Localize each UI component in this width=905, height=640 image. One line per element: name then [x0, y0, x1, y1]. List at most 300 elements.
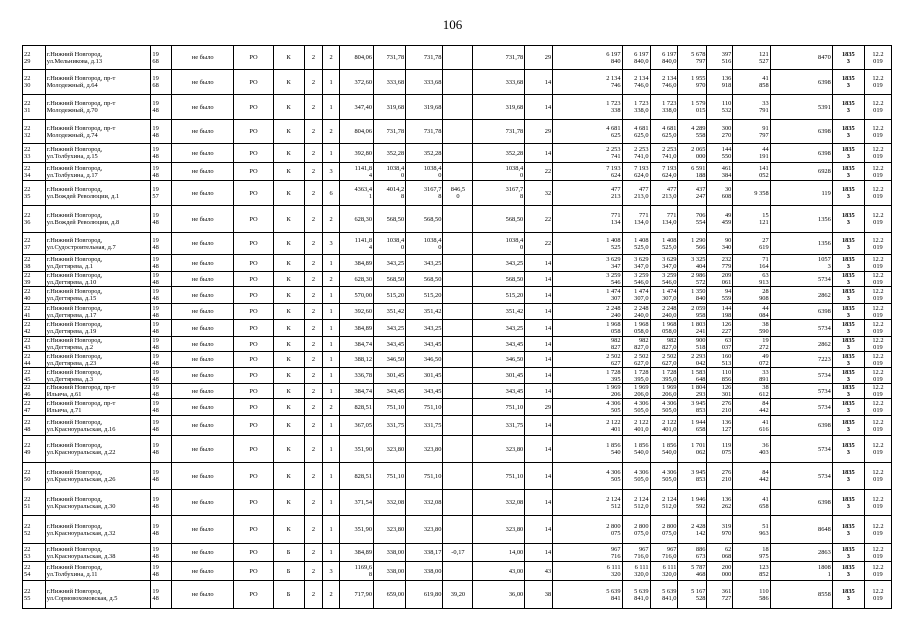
cell-unit-cost: 7223	[770, 352, 832, 368]
cell-floors: 2	[304, 206, 323, 233]
table-row	[23, 490, 892, 516]
cell-floors: 2	[304, 144, 323, 163]
cell-premises-area: 332,08	[374, 490, 406, 516]
cell-floors: 2	[304, 120, 323, 144]
cell-nonresidential-area: 39,20	[443, 581, 473, 609]
cell-row-number: 22 44	[23, 352, 46, 368]
cell-fund-cost: 1 723 338,0	[622, 95, 650, 120]
cell-limit-cost: 1835 3	[832, 181, 864, 206]
cell-unit-cost: 6398	[770, 416, 832, 436]
cell-deadline: 12.2 019	[864, 320, 891, 337]
cell-total-area: 828,51	[339, 463, 373, 490]
cell-other-cost: 49 072	[733, 352, 770, 368]
cell-work-type: РО	[234, 463, 273, 490]
cell-work-type: РО	[234, 233, 273, 255]
cell-fund-cost: 2 800 075,0	[622, 516, 650, 544]
cell-limit-cost: 1835 3	[832, 384, 864, 399]
cell-row-number: 22 53	[23, 544, 46, 562]
cell-total-area: 628,30	[339, 272, 373, 287]
cell-limit-cost: 1835 3	[832, 416, 864, 436]
cell-residents: 14	[525, 255, 553, 272]
cell-nonresidential-area	[443, 95, 473, 120]
cell-owner-cost: 437 247	[678, 181, 707, 206]
cell-build-year: 19 48	[151, 233, 172, 255]
cell-residents: 14	[525, 516, 553, 544]
cell-row-number: 22 47	[23, 399, 46, 416]
cell-build-year: 19 48	[151, 384, 172, 399]
cell-limit-cost: 1835 3	[832, 562, 864, 581]
cell-prior-repair: не было	[172, 320, 234, 337]
cell-total-area: 388,12	[339, 352, 373, 368]
cell-premises-area: 1038,4 0	[374, 233, 406, 255]
cell-deadline: 12.2 019	[864, 463, 891, 490]
cell-region-cost: 2 800 075,0	[650, 516, 678, 544]
cell-address: г.Нижний Новгород, ул.Дегтярева, д.2	[45, 337, 151, 352]
cell-deadline: 12.2 019	[864, 562, 891, 581]
cell-wall-material: К	[273, 436, 304, 463]
cell-fund-cost: 3 259 546,0	[622, 272, 650, 287]
table-row	[23, 562, 892, 581]
cell-deadline: 12.2 019	[864, 272, 891, 287]
cell-region-cost: 5 639 841,0	[650, 581, 678, 609]
cell-owner-cost: 1 350 840	[678, 287, 707, 304]
cell-unit-cost: 1808 1	[770, 562, 832, 581]
cell-total-cost: 7 193 624	[553, 163, 622, 181]
cell-work-type: РО	[234, 320, 273, 337]
cell-subsidy-cost: 160 513	[707, 352, 733, 368]
cell-deadline: 12.2 019	[864, 70, 891, 95]
register-table	[22, 45, 892, 609]
cell-owned-area: 14,00	[473, 544, 525, 562]
table-row	[23, 304, 892, 320]
cell-subsidy-cost: 361 727	[707, 581, 733, 609]
cell-owned-area: 332,08	[473, 490, 525, 516]
cell-total-area: 372,60	[339, 70, 373, 95]
cell-nonresidential-area	[443, 304, 473, 320]
cell-nonresidential-area	[443, 163, 473, 181]
cell-nonresidential-area	[443, 46, 473, 70]
cell-region-cost: 2 248 240,0	[650, 304, 678, 320]
cell-owned-area: 43,00	[473, 562, 525, 581]
cell-nonresidential-area	[443, 272, 473, 287]
cell-nonresidential-area	[443, 416, 473, 436]
cell-total-area: 1141,8 4	[339, 163, 373, 181]
cell-total-area: 804,06	[339, 120, 373, 144]
cell-wall-material: К	[273, 95, 304, 120]
cell-total-cost: 2 122 401	[553, 416, 622, 436]
cell-entrances: 1	[323, 490, 340, 516]
cell-build-year: 19 48	[151, 255, 172, 272]
cell-build-year: 19 48	[151, 304, 172, 320]
cell-address: г.Нижний Новгород, ул.Вождей Революции, д.8	[45, 206, 151, 233]
cell-premises-area: 352,28	[374, 144, 406, 163]
cell-wall-material: К	[273, 287, 304, 304]
cell-premises-area: 319,68	[374, 95, 406, 120]
cell-total-area: 384,89	[339, 320, 373, 337]
cell-residential-area: 319,68	[406, 95, 443, 120]
cell-owner-cost: 2 065 000	[678, 144, 707, 163]
cell-fund-cost: 2 502 627,0	[622, 352, 650, 368]
page-number: 106	[442, 17, 463, 32]
cell-build-year: 19 57	[151, 181, 172, 206]
cell-address: г.Нижний Новгород, пр-т Молодежный, д.74	[45, 120, 151, 144]
cell-subsidy-cost: 136 262	[707, 490, 733, 516]
cell-entrances: 2	[323, 120, 340, 144]
cell-owned-area: 731,78	[473, 46, 525, 70]
cell-owned-area: 352,28	[473, 144, 525, 163]
cell-residents: 14	[525, 384, 553, 399]
cell-owner-cost: 2 428 142	[678, 516, 707, 544]
cell-premises-area: 333,68	[374, 70, 406, 95]
cell-premises-area: 731,78	[374, 46, 406, 70]
cell-deadline: 12.2 019	[864, 304, 891, 320]
cell-subsidy-cost: 209 061	[707, 272, 733, 287]
cell-prior-repair: не было	[172, 95, 234, 120]
cell-fund-cost: 967 716,0	[622, 544, 650, 562]
cell-total-area: 570,00	[339, 287, 373, 304]
cell-deadline: 12.2 019	[864, 399, 891, 416]
cell-total-cost: 2 502 627	[553, 352, 622, 368]
cell-residential-area: 3167,7 8	[406, 181, 443, 206]
cell-unit-cost: 6398	[770, 304, 832, 320]
cell-residents: 14	[525, 287, 553, 304]
cell-nonresidential-area	[443, 120, 473, 144]
cell-wall-material: К	[273, 272, 304, 287]
cell-build-year: 19 48	[151, 352, 172, 368]
cell-owner-cost: 1 803 241	[678, 320, 707, 337]
cell-nonresidential-area	[443, 144, 473, 163]
cell-residents: 14	[525, 352, 553, 368]
cell-address: г.Нижний Новгород, пр-т Молодежный, д.64	[45, 70, 151, 95]
cell-row-number: 22 38	[23, 255, 46, 272]
cell-total-area: 1169,6 8	[339, 562, 373, 581]
cell-address: г.Нижний Новгород, пр-т Ильича, д.61	[45, 384, 151, 399]
cell-premises-area: 343,25	[374, 320, 406, 337]
cell-unit-cost: 8558	[770, 581, 832, 609]
cell-other-cost: 121 527	[733, 46, 770, 70]
table-row	[23, 368, 892, 384]
cell-owner-cost: 2 059 958	[678, 304, 707, 320]
cell-region-cost: 1 968 058,0	[650, 320, 678, 337]
cell-owned-area: 351,42	[473, 304, 525, 320]
cell-fund-cost: 477 213,0	[622, 181, 650, 206]
cell-prior-repair: не было	[172, 416, 234, 436]
cell-entrances: 1	[323, 144, 340, 163]
cell-other-cost: 33 791	[733, 95, 770, 120]
cell-fund-cost: 4 306 505,0	[622, 463, 650, 490]
cell-address: г.Нижний Новгород, ул.Дегтярева, д.17	[45, 304, 151, 320]
cell-entrances: 2	[323, 581, 340, 609]
cell-unit-cost: 6928	[770, 163, 832, 181]
cell-residential-area: 731,78	[406, 46, 443, 70]
cell-other-cost: 36 403	[733, 436, 770, 463]
cell-nonresidential-area	[443, 516, 473, 544]
cell-limit-cost: 1835 3	[832, 516, 864, 544]
cell-nonresidential-area	[443, 399, 473, 416]
cell-wall-material: К	[273, 352, 304, 368]
cell-prior-repair: не было	[172, 562, 234, 581]
cell-work-type: РО	[234, 120, 273, 144]
cell-prior-repair: не было	[172, 304, 234, 320]
cell-wall-material: К	[273, 255, 304, 272]
cell-total-cost: 771 134	[553, 206, 622, 233]
cell-floors: 2	[304, 581, 323, 609]
cell-row-number: 22 31	[23, 95, 46, 120]
cell-row-number: 22 41	[23, 304, 46, 320]
cell-total-area: 351,90	[339, 436, 373, 463]
cell-subsidy-cost: 300 270	[707, 120, 733, 144]
cell-unit-cost: 5734	[770, 384, 832, 399]
cell-wall-material: К	[273, 463, 304, 490]
cell-residents: 14	[525, 304, 553, 320]
cell-total-area: 628,30	[339, 206, 373, 233]
cell-owner-cost: 3 945 853	[678, 399, 707, 416]
cell-total-area: 717,90	[339, 581, 373, 609]
cell-residents: 29	[525, 46, 553, 70]
cell-residential-area: 568,50	[406, 206, 443, 233]
cell-other-cost: 141 052	[733, 163, 770, 181]
cell-work-type: РО	[234, 490, 273, 516]
cell-nonresidential-area	[443, 384, 473, 399]
cell-entrances: 1	[323, 352, 340, 368]
cell-address: г.Нижний Новгород, пр-т Ильича, д.71	[45, 399, 151, 416]
cell-owner-cost: 900 518	[678, 337, 707, 352]
cell-work-type: РО	[234, 181, 273, 206]
cell-address: г.Нижний Новгород, ул.Красноуральская, д.38	[45, 544, 151, 562]
cell-subsidy-cost: 94 559	[707, 287, 733, 304]
cell-total-cost: 2 253 741	[553, 144, 622, 163]
cell-total-area: 392,80	[339, 144, 373, 163]
cell-region-cost: 1 969 206,0	[650, 384, 678, 399]
cell-prior-repair: не было	[172, 287, 234, 304]
table-row	[23, 337, 892, 352]
cell-other-cost: 27 619	[733, 233, 770, 255]
cell-residential-area: 346,50	[406, 352, 443, 368]
cell-limit-cost: 1835 3	[832, 320, 864, 337]
cell-wall-material: К	[273, 337, 304, 352]
cell-residential-area: 331,75	[406, 416, 443, 436]
cell-total-cost: 982 827	[553, 337, 622, 352]
cell-address: г.Нижний Новгород, ул.Толбухина, д.11	[45, 562, 151, 581]
cell-fund-cost: 6 197 840,0	[622, 46, 650, 70]
cell-deadline: 12.2 019	[864, 120, 891, 144]
cell-floors: 2	[304, 544, 323, 562]
cell-deadline: 12.2 019	[864, 144, 891, 163]
cell-residents: 14	[525, 544, 553, 562]
table-row	[23, 233, 892, 255]
table-row	[23, 320, 892, 337]
cell-other-cost: 19 272	[733, 337, 770, 352]
cell-wall-material: К	[273, 320, 304, 337]
cell-unit-cost: 1057 3	[770, 255, 832, 272]
cell-residential-area: 343,45	[406, 337, 443, 352]
cell-work-type: РО	[234, 544, 273, 562]
cell-owned-area: 568,50	[473, 206, 525, 233]
cell-row-number: 22 35	[23, 181, 46, 206]
cell-floors: 2	[304, 181, 323, 206]
cell-address: г.Нижний Новгород, ул.Дегтярева, д.10	[45, 272, 151, 287]
cell-address: г.Нижний Новгород, ул.Дегтярева, д.1	[45, 255, 151, 272]
cell-subsidy-cost: 136 127	[707, 416, 733, 436]
cell-address: г.Нижний Новгород, ул.Мельникова, д.13	[45, 46, 151, 70]
cell-total-cost: 4 681 625	[553, 120, 622, 144]
cell-premises-area: 338,00	[374, 562, 406, 581]
cell-entrances: 1	[323, 463, 340, 490]
cell-deadline: 12.2 019	[864, 368, 891, 384]
cell-prior-repair: не было	[172, 544, 234, 562]
cell-owner-cost: 5 678 797	[678, 46, 707, 70]
cell-region-cost: 1 408 525,0	[650, 233, 678, 255]
cell-limit-cost: 1835 3	[832, 120, 864, 144]
cell-nonresidential-area	[443, 463, 473, 490]
cell-wall-material: К	[273, 70, 304, 95]
cell-deadline: 12.2 019	[864, 384, 891, 399]
cell-floors: 2	[304, 399, 323, 416]
cell-floors: 2	[304, 436, 323, 463]
cell-total-area: 367,05	[339, 416, 373, 436]
cell-region-cost: 3 259 546,0	[650, 272, 678, 287]
cell-work-type: РО	[234, 70, 273, 95]
cell-residents: 14	[525, 144, 553, 163]
cell-address: г.Нижний Новгород, ул.Красноуральская, д.30	[45, 490, 151, 516]
cell-premises-area: 346,50	[374, 352, 406, 368]
cell-total-cost: 1 408 525	[553, 233, 622, 255]
cell-owner-cost: 886 673	[678, 544, 707, 562]
cell-deadline: 12.2 019	[864, 206, 891, 233]
cell-residential-area: 1038,4 0	[406, 163, 443, 181]
cell-subsidy-cost: 461 384	[707, 163, 733, 181]
cell-fund-cost: 5 639 841,0	[622, 581, 650, 609]
cell-owned-area: 319,68	[473, 95, 525, 120]
cell-total-cost: 3 629 347	[553, 255, 622, 272]
cell-wall-material: К	[273, 416, 304, 436]
cell-subsidy-cost: 126 227	[707, 320, 733, 337]
cell-region-cost: 477 213,0	[650, 181, 678, 206]
cell-prior-repair: не было	[172, 70, 234, 95]
cell-total-area: 336,78	[339, 368, 373, 384]
cell-wall-material: К	[273, 384, 304, 399]
cell-address: г.Нижний Новгород, ул.Красноуральская, д.26	[45, 463, 151, 490]
cell-entrances: 1	[323, 384, 340, 399]
cell-deadline: 12.2 019	[864, 233, 891, 255]
cell-premises-area: 323,80	[374, 436, 406, 463]
cell-entrances: 1	[323, 304, 340, 320]
cell-total-area: 4363,4 1	[339, 181, 373, 206]
table-row	[23, 516, 892, 544]
cell-fund-cost: 982 827,0	[622, 337, 650, 352]
cell-residential-area: 332,08	[406, 490, 443, 516]
cell-deadline: 12.2 019	[864, 181, 891, 206]
cell-subsidy-cost: 62 068	[707, 544, 733, 562]
cell-deadline: 12.2 019	[864, 490, 891, 516]
cell-other-cost: 33 891	[733, 368, 770, 384]
cell-region-cost: 982 827,0	[650, 337, 678, 352]
cell-region-cost: 1 728 395,0	[650, 368, 678, 384]
cell-address: г.Нижний Новгород, ул.Дегтярева, д.15	[45, 287, 151, 304]
cell-unit-cost: 8470	[770, 46, 832, 70]
cell-floors: 2	[304, 272, 323, 287]
cell-floors: 2	[304, 46, 323, 70]
cell-floors: 2	[304, 516, 323, 544]
cell-prior-repair: не было	[172, 352, 234, 368]
cell-total-cost: 2 248 240	[553, 304, 622, 320]
cell-total-area: 392,60	[339, 304, 373, 320]
cell-owned-area: 323,80	[473, 516, 525, 544]
cell-entrances: 1	[323, 416, 340, 436]
cell-address: г.Нижний Новгород, ул.Красноуральская, д.22	[45, 436, 151, 463]
cell-subsidy-cost: 232 779	[707, 255, 733, 272]
cell-floors: 2	[304, 163, 323, 181]
cell-row-number: 22 45	[23, 368, 46, 384]
cell-work-type: РО	[234, 581, 273, 609]
cell-region-cost: 2 124 512,0	[650, 490, 678, 516]
cell-nonresidential-area: 846,5 0	[443, 181, 473, 206]
cell-unit-cost: 5734	[770, 463, 832, 490]
cell-floors: 2	[304, 95, 323, 120]
cell-limit-cost: 1835 3	[832, 463, 864, 490]
cell-address: г.Нижний Новгород, ул.Дегтярева, д.23	[45, 352, 151, 368]
cell-residents: 14	[525, 70, 553, 95]
cell-owned-area: 568,50	[473, 272, 525, 287]
cell-limit-cost: 1835 3	[832, 287, 864, 304]
cell-premises-area: 751,10	[374, 399, 406, 416]
cell-wall-material: Б	[273, 544, 304, 562]
cell-residential-area: 568,50	[406, 272, 443, 287]
cell-unit-cost: 6398	[770, 144, 832, 163]
table-row	[23, 436, 892, 463]
cell-subsidy-cost: 144 198	[707, 304, 733, 320]
cell-other-cost: 41 616	[733, 416, 770, 436]
cell-unit-cost: 5734	[770, 436, 832, 463]
cell-nonresidential-area	[443, 320, 473, 337]
cell-owner-cost: 1 583 648	[678, 368, 707, 384]
cell-premises-area: 659,00	[374, 581, 406, 609]
cell-floors: 2	[304, 337, 323, 352]
cell-build-year: 19 48	[151, 544, 172, 562]
cell-limit-cost: 1835 3	[832, 95, 864, 120]
cell-entrances: 2	[323, 272, 340, 287]
cell-build-year: 19 48	[151, 163, 172, 181]
cell-other-cost: 41 658	[733, 490, 770, 516]
cell-row-number: 22 51	[23, 490, 46, 516]
cell-deadline: 12.2 019	[864, 516, 891, 544]
cell-work-type: РО	[234, 144, 273, 163]
cell-wall-material: Б	[273, 581, 304, 609]
cell-subsidy-cost: 397 516	[707, 46, 733, 70]
cell-total-cost: 6 111 320	[553, 562, 622, 581]
cell-row-number: 22 49	[23, 436, 46, 463]
cell-build-year: 19 48	[151, 581, 172, 609]
cell-row-number: 22 30	[23, 70, 46, 95]
cell-total-area: 804,06	[339, 46, 373, 70]
cell-row-number: 22 33	[23, 144, 46, 163]
cell-floors: 2	[304, 70, 323, 95]
cell-fund-cost: 2 134 746,0	[622, 70, 650, 95]
cell-fund-cost: 4 306 505,0	[622, 399, 650, 416]
cell-entrances: 1	[323, 544, 340, 562]
cell-work-type: РО	[234, 95, 273, 120]
cell-premises-area: 343,25	[374, 255, 406, 272]
cell-nonresidential-area: -0,17	[443, 544, 473, 562]
cell-total-cost: 3 259 546	[553, 272, 622, 287]
cell-residential-area: 343,25	[406, 255, 443, 272]
cell-subsidy-cost: 110 856	[707, 368, 733, 384]
cell-nonresidential-area	[443, 233, 473, 255]
cell-wall-material: К	[273, 399, 304, 416]
table-row	[23, 206, 892, 233]
cell-prior-repair: не было	[172, 255, 234, 272]
cell-unit-cost: 5734	[770, 399, 832, 416]
